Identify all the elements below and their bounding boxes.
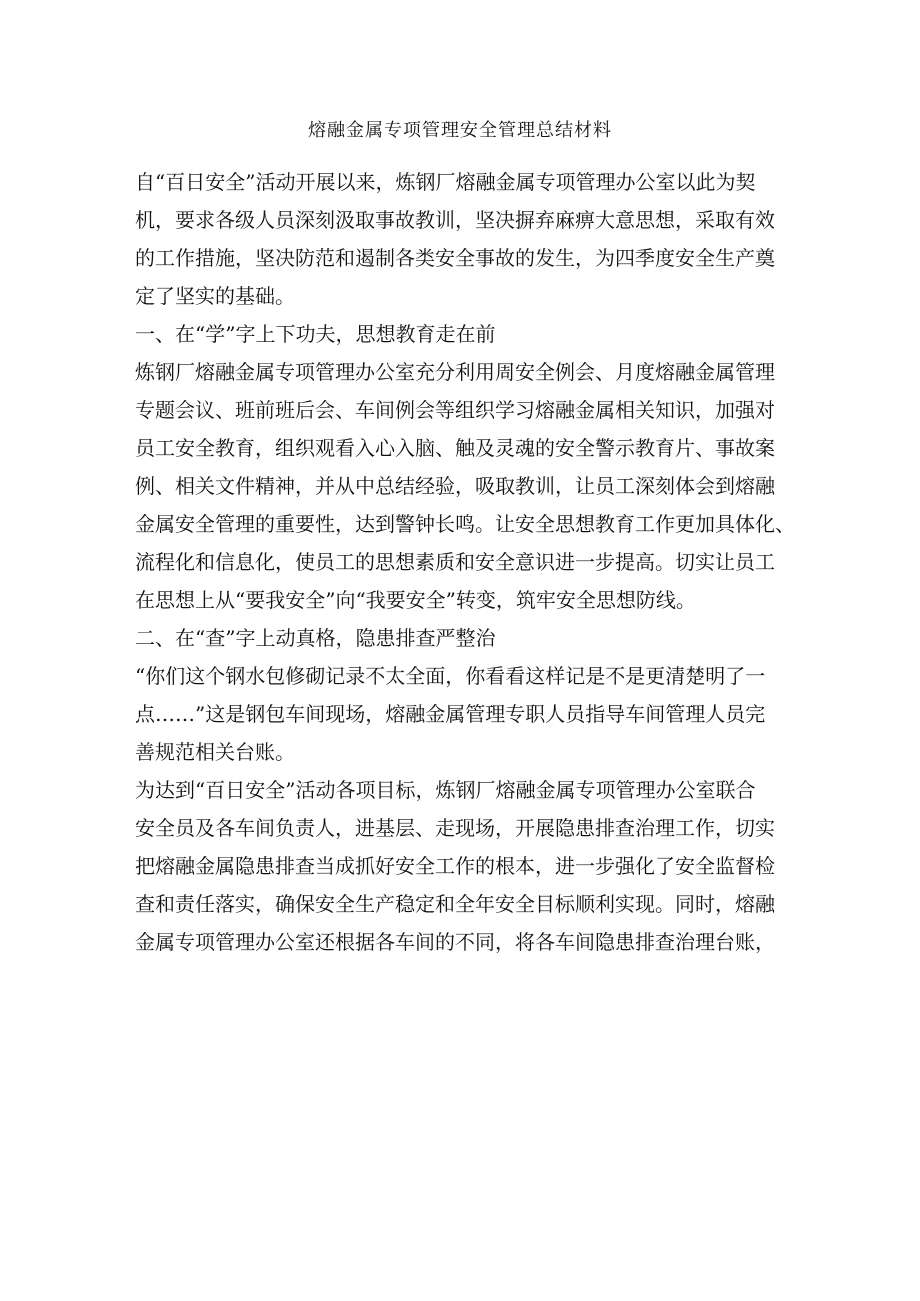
paragraph-line: 点……”这是钢包车间现场，熔融金属管理专职人员指导车间管理人员完 bbox=[135, 702, 766, 726]
paragraph-line: 机，要求各级人员深刻汲取事故教训，坚决摒弃麻痹大意思想，采取有效 bbox=[135, 208, 775, 232]
paragraph-line: 为达到“百日安全”活动各项目标，炼钢厂熔融金属专项管理办公室联合 bbox=[135, 778, 756, 802]
paragraph-line: 查和责任落实，确保安全生产稳定和全年安全目标顺利实现。同时，熔融 bbox=[135, 892, 775, 916]
paragraph-line: 在思想上从“要我安全”向“我要安全”转变，筑牢安全思想防线。 bbox=[135, 588, 696, 612]
paragraph-line: 安全员及各车间负责人，进基层、走现场，开展隐患排查治理工作，切实 bbox=[135, 816, 775, 840]
paragraph-line: 定了坚实的基础。 bbox=[135, 284, 295, 308]
document-body bbox=[135, 163, 795, 961]
paragraph-line: “你们这个钢水包修砌记录不太全面，你看看这样记是不是更清楚明了一 bbox=[135, 664, 766, 688]
paragraph-line: 金属专项管理办公室还根据各车间的不同，将各车间隐患排查治理台账， bbox=[135, 930, 775, 954]
paragraph-line: 流程化和信息化，使员工的思想素质和安全意识进一步提高。切实让员工 bbox=[135, 550, 775, 574]
document-title: 熔融金属专项管理安全管理总结材料 bbox=[308, 120, 612, 141]
section-heading: 一、在“学”字上下功夫，思想教育走在前 bbox=[135, 322, 496, 346]
paragraph-line: 员工安全教育，组织观看入心入脑、触及灵魂的安全警示教育片、事故案 bbox=[135, 436, 775, 460]
section-heading: 二、在“查”字上动真格，隐患排查严整治 bbox=[135, 626, 496, 650]
paragraph-line: 例、相关文件精神，并从中总结经验，吸取教训，让员工深刻体会到熔融 bbox=[135, 474, 775, 498]
paragraph-line: 金属安全管理的重要性，达到警钟长鸣。让安全思想教育工作更加具体化、 bbox=[135, 512, 795, 536]
paragraph-line: 自“百日安全”活动开展以来，炼钢厂熔融金属专项管理办公室以此为契 bbox=[135, 170, 756, 194]
paragraph-line: 的工作措施，坚决防范和遏制各类安全事故的发生，为四季度安全生产奠 bbox=[135, 246, 775, 270]
paragraph-line: 善规范相关台账。 bbox=[135, 740, 295, 764]
paragraph-line: 把熔融金属隐患排查当成抓好安全工作的根本，进一步强化了安全监督检 bbox=[135, 854, 775, 878]
paragraph-line: 炼钢厂熔融金属专项管理办公室充分利用周安全例会、月度熔融金属管理 bbox=[135, 360, 775, 384]
paragraph-line: 专题会议、班前班后会、车间例会等组织学习熔融金属相关知识，加强对 bbox=[135, 398, 775, 422]
